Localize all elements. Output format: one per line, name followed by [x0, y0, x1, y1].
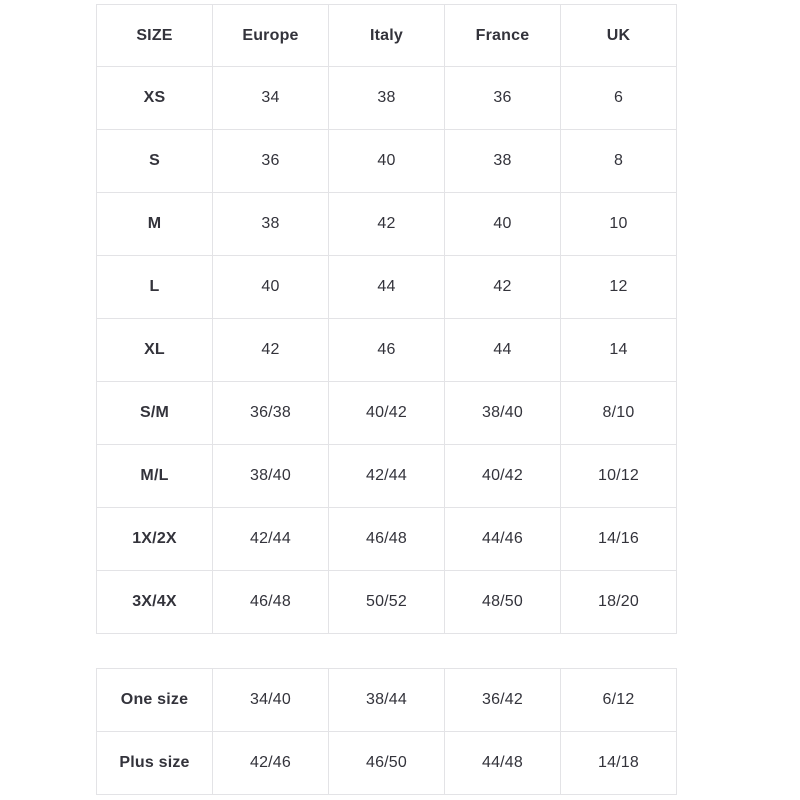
row-label: One size [97, 669, 213, 732]
column-header-italy: Italy [329, 5, 445, 67]
secondary-size-table [96, 668, 677, 795]
cell-italy: 42/44 [329, 445, 445, 508]
table-row [97, 67, 677, 130]
table-row [97, 130, 677, 193]
secondary-size-table-container [96, 668, 676, 795]
table-row [97, 193, 677, 256]
cell-europe: 38/40 [213, 445, 329, 508]
cell-uk: 14/18 [561, 732, 677, 795]
cell-europe: 38 [213, 193, 329, 256]
row-label: 1X/2X [97, 508, 213, 571]
cell-uk: 8 [561, 130, 677, 193]
cell-uk: 14 [561, 319, 677, 382]
cell-italy: 46/48 [329, 508, 445, 571]
cell-france: 36 [445, 67, 561, 130]
row-label: S/M [97, 382, 213, 445]
cell-italy: 40/42 [329, 382, 445, 445]
cell-france: 44 [445, 319, 561, 382]
cell-uk: 6 [561, 67, 677, 130]
row-label: XL [97, 319, 213, 382]
cell-europe: 34/40 [213, 669, 329, 732]
cell-uk: 6/12 [561, 669, 677, 732]
row-label: S [97, 130, 213, 193]
cell-france: 44/48 [445, 732, 561, 795]
main-size-table-container [96, 4, 676, 634]
cell-uk: 10/12 [561, 445, 677, 508]
cell-europe: 42/44 [213, 508, 329, 571]
cell-france: 38/40 [445, 382, 561, 445]
row-label: 3X/4X [97, 571, 213, 634]
cell-italy: 50/52 [329, 571, 445, 634]
table-row [97, 256, 677, 319]
cell-europe: 34 [213, 67, 329, 130]
cell-france: 36/42 [445, 669, 561, 732]
column-header-europe: Europe [213, 5, 329, 67]
cell-italy: 44 [329, 256, 445, 319]
cell-europe: 42 [213, 319, 329, 382]
column-header-uk: UK [561, 5, 677, 67]
cell-france: 40/42 [445, 445, 561, 508]
cell-italy: 38/44 [329, 669, 445, 732]
row-label: M [97, 193, 213, 256]
cell-italy: 46/50 [329, 732, 445, 795]
main-size-table [96, 4, 677, 634]
row-label: L [97, 256, 213, 319]
table-row [97, 508, 677, 571]
table-header-row [97, 5, 677, 67]
table-row [97, 382, 677, 445]
cell-europe: 42/46 [213, 732, 329, 795]
table-row [97, 319, 677, 382]
cell-europe: 46/48 [213, 571, 329, 634]
cell-france: 42 [445, 256, 561, 319]
cell-france: 40 [445, 193, 561, 256]
cell-uk: 14/16 [561, 508, 677, 571]
column-header-size: SIZE [97, 5, 213, 67]
cell-italy: 42 [329, 193, 445, 256]
cell-europe: 40 [213, 256, 329, 319]
cell-uk: 12 [561, 256, 677, 319]
cell-france: 44/46 [445, 508, 561, 571]
cell-italy: 40 [329, 130, 445, 193]
table-row [97, 732, 677, 795]
row-label: M/L [97, 445, 213, 508]
row-label: Plus size [97, 732, 213, 795]
table-row [97, 669, 677, 732]
cell-italy: 46 [329, 319, 445, 382]
table-row [97, 445, 677, 508]
column-header-france: France [445, 5, 561, 67]
cell-italy: 38 [329, 67, 445, 130]
cell-europe: 36 [213, 130, 329, 193]
cell-uk: 18/20 [561, 571, 677, 634]
cell-france: 38 [445, 130, 561, 193]
row-label: XS [97, 67, 213, 130]
table-row [97, 571, 677, 634]
cell-europe: 36/38 [213, 382, 329, 445]
cell-france: 48/50 [445, 571, 561, 634]
cell-uk: 10 [561, 193, 677, 256]
cell-uk: 8/10 [561, 382, 677, 445]
